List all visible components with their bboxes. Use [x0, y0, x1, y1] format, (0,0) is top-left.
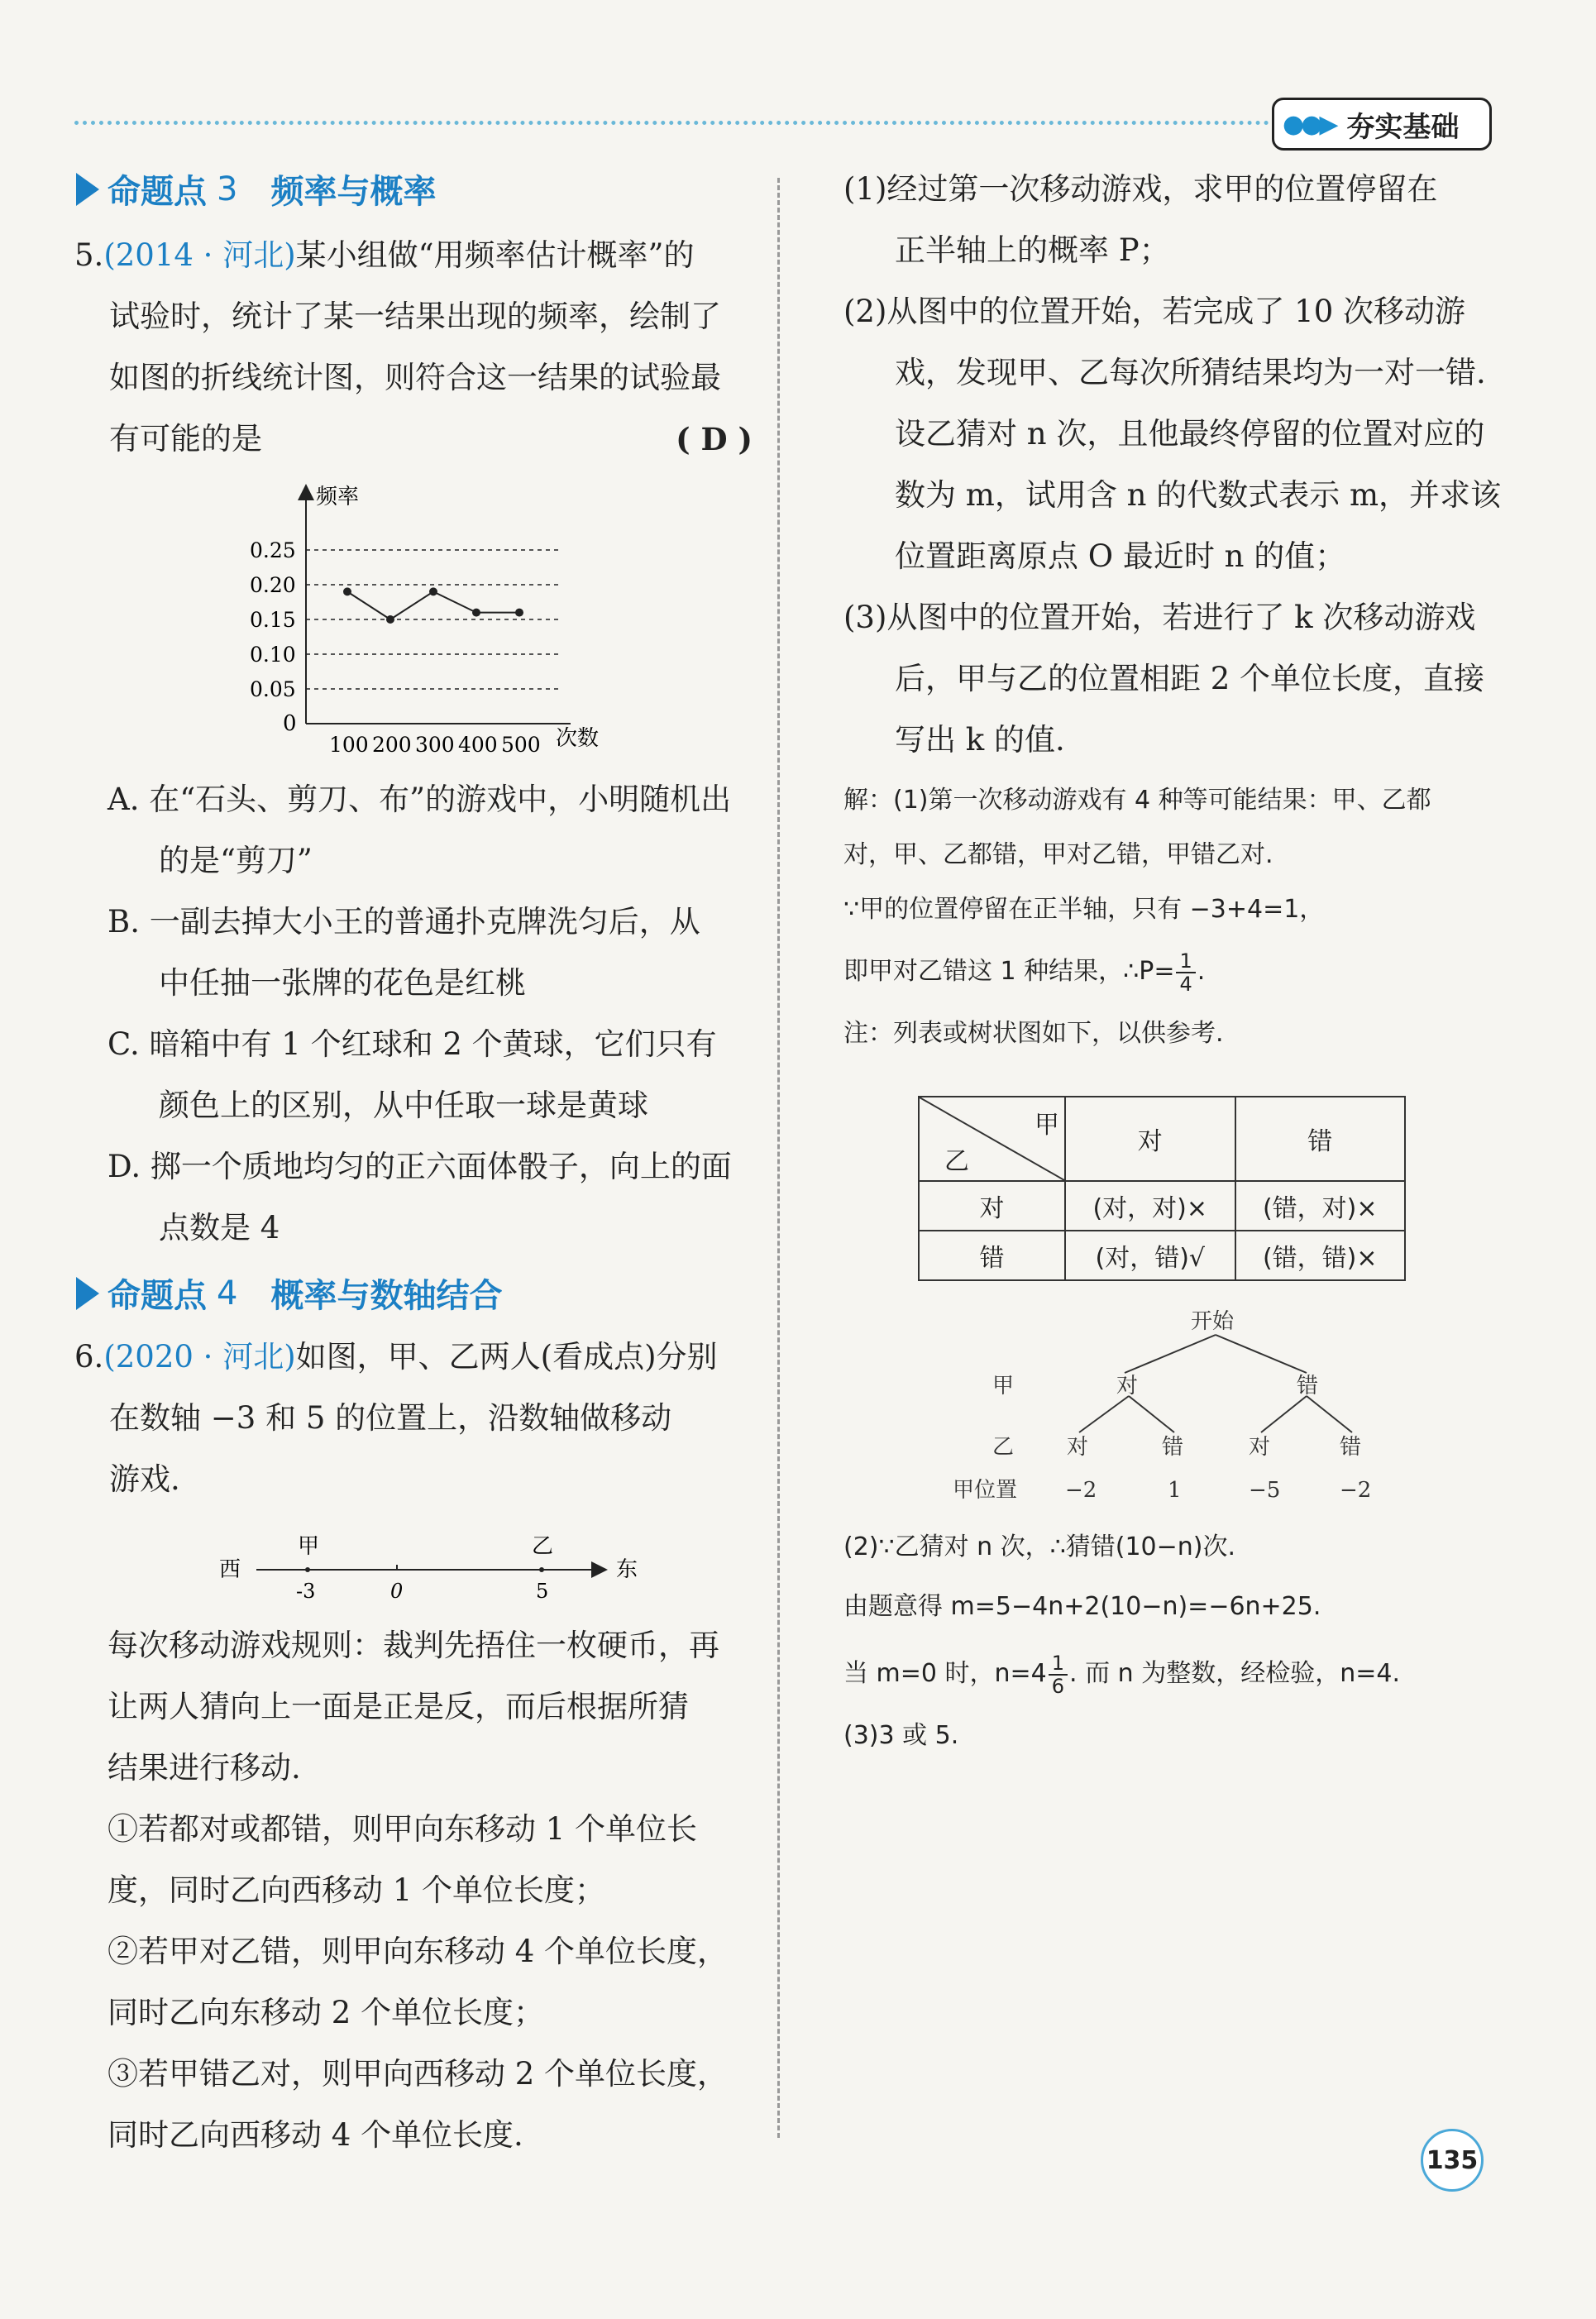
fraction-1-4: $\frac{1}{4}$ [1176, 950, 1195, 995]
q5-line-4: 有可能的是 ( D ) [74, 409, 753, 470]
x-tick-label: 500 [501, 733, 541, 757]
tree-diagram [943, 1307, 1406, 1513]
section-title: 命题点 [108, 173, 207, 211]
frequency-line-chart [240, 476, 628, 757]
tree-pos-label: 甲位置 [953, 1478, 1018, 1503]
question-5 [74, 225, 753, 470]
solution-part2-3: (2)∵乙猜对 n 次，∴猜错(10−n)次. 由题意得 m=5−4n+2(10−n)=−6n+25. 当 m=0 时，n=4 $\frac{1}{6}$ . 而 n 为整数，经检验，n=4. (3)3 或 5. [843, 1532, 1400, 1750]
data-point [386, 615, 394, 624]
svg-text:错: 错 [1162, 1435, 1184, 1460]
east-label: 东 [616, 1557, 638, 1582]
svg-text:对: 对 [1067, 1435, 1089, 1460]
question-6-intro: 6.(2020 · 河北)如图，甲、乙两人(看成点)分别 在数轴 −3 和 5 的位置上，沿数轴做移动 游戏. [74, 1339, 718, 1497]
point-jia [305, 1567, 310, 1572]
q6-rules: 每次移动游戏规则：裁判先捂住一枚硬币，再 让两人猜向上一面是正是反，而后根据所猜 结果进行移动. ①若都对或都错，则甲向东移动 1 个单位长 度，同时乙向西移动 1 个单位长度； ②若甲对乙错，则甲向东移动 4 个单位长度， 同时乙向东移动 2 个单位长度； ③若甲错乙对，则甲向西移动 2 个单位长度， 同时乙向西移动 4 个单位长度. [108, 1628, 729, 2153]
table-col-header: 错 [1235, 1097, 1406, 1181]
point-yi [539, 1567, 544, 1572]
x-tick-label: 200 [372, 733, 412, 757]
q5-options [108, 769, 761, 1259]
jia-label: 甲 [298, 1534, 320, 1559]
section-title: 命题点 [108, 1277, 207, 1315]
solution-part1: 解：(1)第一次移动游戏有 4 种等可能结果：甲、乙都 对，甲、乙都错，甲对乙错，甲错乙对. ∵甲的位置停留在正半轴，只有 −3+4=1， 即甲对乙错这 1 种结果，∴P= $\frac{1}{4}$ . 注：列表或树状图如下，以供参考. [843, 786, 1431, 1048]
yi-position: 5 [536, 1580, 549, 1603]
svg-text:1: 1 [1168, 1478, 1182, 1503]
zero-label: 0 [390, 1580, 404, 1603]
section-badge [1272, 98, 1492, 151]
triangle-icon [76, 1277, 99, 1310]
triangle-icon [76, 173, 99, 206]
section-topic: 概率与数轴结合 [270, 1277, 503, 1315]
y-tick-label: 0.10 [250, 643, 296, 667]
option-a: A. 在“石头、剪刀、布”的游戏中，小明随机出 的是“剪刀” [108, 782, 732, 878]
section-heading-3 [76, 165, 436, 213]
y-tick-label: 0.20 [250, 573, 296, 597]
svg-text:对: 对 [1249, 1435, 1271, 1460]
svg-text:−2: −2 [1065, 1478, 1097, 1503]
number-line [215, 1522, 662, 1604]
x-tick-label: 100 [329, 733, 369, 757]
q6-parts: (1)经过第一次移动游戏，求甲的位置停留在 正半轴上的概率 P； (2)从图中的位置开始，若完成了 10 次移动游 戏，发现甲、乙每次所猜结果均为一对一错. 设乙猜对 n 次，且他最终停留的位置对应的 数为 m，试用含 n 的代数式表示 m，并求该 位置距离原点 O 最近时 n 的值； (3)从图中的位置开始，若进行了 k 次移动游戏 后，甲与乙的位置相距 2 个单位长度，直接 写出 k 的值. [843, 171, 1502, 758]
data-point [472, 609, 480, 617]
svg-text:−5: −5 [1249, 1478, 1281, 1503]
x-axis-label: 次数 [556, 726, 600, 751]
west-label: 西 [219, 1557, 241, 1582]
table-row: 对 (对，对)× (错，对)× [919, 1181, 1405, 1231]
section-number: 3 [217, 170, 238, 208]
probability-table [918, 1096, 1406, 1281]
table-col-header: 对 [1065, 1097, 1235, 1181]
table-corner: 甲 乙 [919, 1097, 1065, 1181]
y-axis-label: 频率 [316, 485, 360, 509]
yi-label: 乙 [532, 1534, 554, 1559]
q5-line-2: 试验时，统计了某一结果出现的频率，绘制了 [109, 299, 721, 334]
data-point [515, 609, 523, 617]
origin-label: 0 [283, 711, 297, 736]
q5-line-3: 如图的折线统计图，则符合这一结果的试验最 [109, 360, 721, 395]
tree-start: 开始 [1191, 1309, 1235, 1334]
data-point [429, 587, 437, 595]
data-point [343, 587, 351, 595]
y-tick-label: 0.25 [250, 538, 296, 562]
svg-text:错: 错 [1340, 1435, 1362, 1460]
option-b: B. 一副去掉大小王的普通扑克牌洗匀后，从 中任抽一张牌的花色是红桃 [108, 904, 700, 1001]
header-dotted-line [74, 121, 1269, 125]
section-number: 4 [217, 1274, 238, 1313]
q5-source: (2014 · 河北) [103, 237, 296, 273]
q5-line-1: 5.(2014 · 河北)某小组做“用频率估计概率”的 [74, 237, 695, 273]
section-topic: 频率与概率 [270, 173, 437, 211]
option-d: D. 掷一个质地均匀的正六面体骰子，向上的面 点数是 4 [108, 1149, 732, 1246]
x-tick-label: 400 [458, 733, 498, 757]
page-number: 135 [1421, 2129, 1484, 2192]
column-divider [777, 178, 780, 2138]
y-tick-label: 0.15 [250, 608, 296, 632]
q6-source: (2020 · 河北) [103, 1339, 296, 1375]
table-row: 错 (对，错)√ (错，错)× [919, 1231, 1405, 1280]
q5-answer: ( D ) [676, 421, 753, 457]
svg-text:−2: −2 [1340, 1478, 1372, 1503]
svg-text:错: 错 [1297, 1374, 1319, 1399]
series-line [347, 591, 519, 619]
tree-jia-label: 甲 [992, 1374, 1015, 1399]
jia-position: -3 [296, 1580, 316, 1603]
y-tick-label: 0.05 [250, 677, 296, 701]
q6-number: 6. [74, 1339, 104, 1375]
svg-text:对: 对 [1116, 1374, 1139, 1399]
fraction-1-6: $\frac{1}{6}$ [1049, 1652, 1068, 1697]
tree-yi-label: 乙 [992, 1435, 1015, 1460]
x-tick-label: 300 [415, 733, 455, 757]
section-heading-4 [76, 1269, 502, 1317]
badge-arrow-icon: ●●▶ [1283, 109, 1336, 139]
option-c: C. 暗箱中有 1 个红球和 2 个黄球，它们只有 颜色上的区别，从中任取一球是黄球 [108, 1026, 717, 1123]
badge-label: 夯实基础 [1346, 110, 1460, 144]
